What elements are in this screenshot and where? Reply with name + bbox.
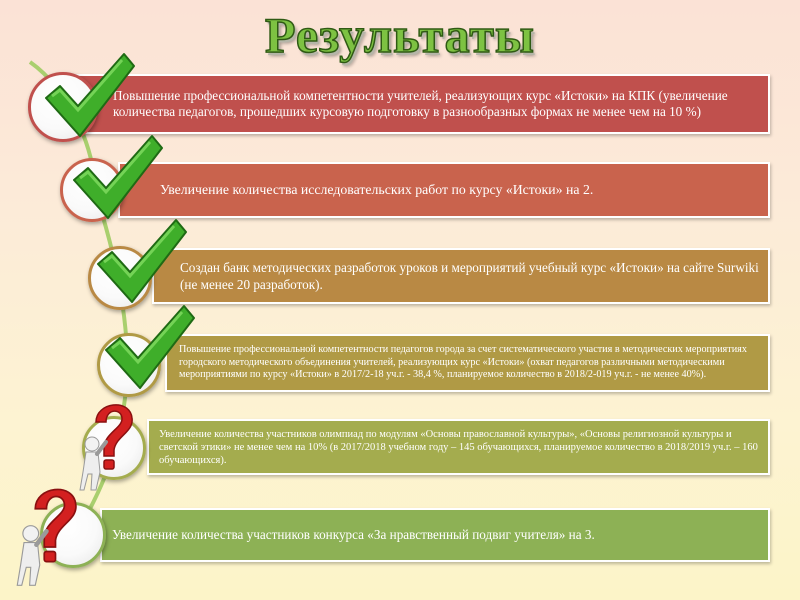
result-item-4 <box>165 334 770 392</box>
check-icon <box>90 212 190 312</box>
page-title: Результаты <box>265 7 535 63</box>
result-item-3-text: Создан банк методических разработок уроков и мероприятий учебный курс «Истоки» на сайте Surwiki (не менее 20 разработок). <box>180 260 759 292</box>
result-item-6-text: Увеличение количества участников конкурса «За нравственный подвиг учителя» на 3. <box>112 527 595 542</box>
result-item-2-text: Увеличение количества исследовательских работ по курсу «Истоки» на 2. <box>160 182 594 197</box>
result-item-4-text: Повышение профессиональной компетентности педагогов города за счет систематического участия в методических мероприятиях городского методического объединения учителей, реализующих курс «Истоки» (охват педагогов различными методическими мероприятиями по курсу «Истоки» в 2017/2-18 уч.г. - 38,4 %, планируемое количество в 2018/2-019 уч.г. - не менее 40%). <box>179 344 747 381</box>
result-item-5-text: Увеличение количества участников олимпиад по модулям «Основы православной культуры», «Основы религиозной культуры и светской этики» не менее чем на 10% (в 2017/2018 учебном году – 145 обучающихся, планируемое количество в 2018/2019 уч.г. – 160 обучающихся). <box>159 428 758 466</box>
result-item-1-text: Повышение профессиональной компетентности учителей, реализующих курс «Истоки» на КПК (увеличение количества педагогов, прошедших курсовую подготовку в разнообразных формах не менее чем на 10 %) <box>113 88 728 119</box>
result-item-1 <box>75 74 770 134</box>
result-item-5 <box>147 419 770 475</box>
result-item-2 <box>118 162 770 218</box>
result-item-3 <box>152 248 770 304</box>
check-icon <box>98 298 198 398</box>
result-item-6 <box>100 508 770 562</box>
question-mark-figure-icon <box>6 476 96 591</box>
